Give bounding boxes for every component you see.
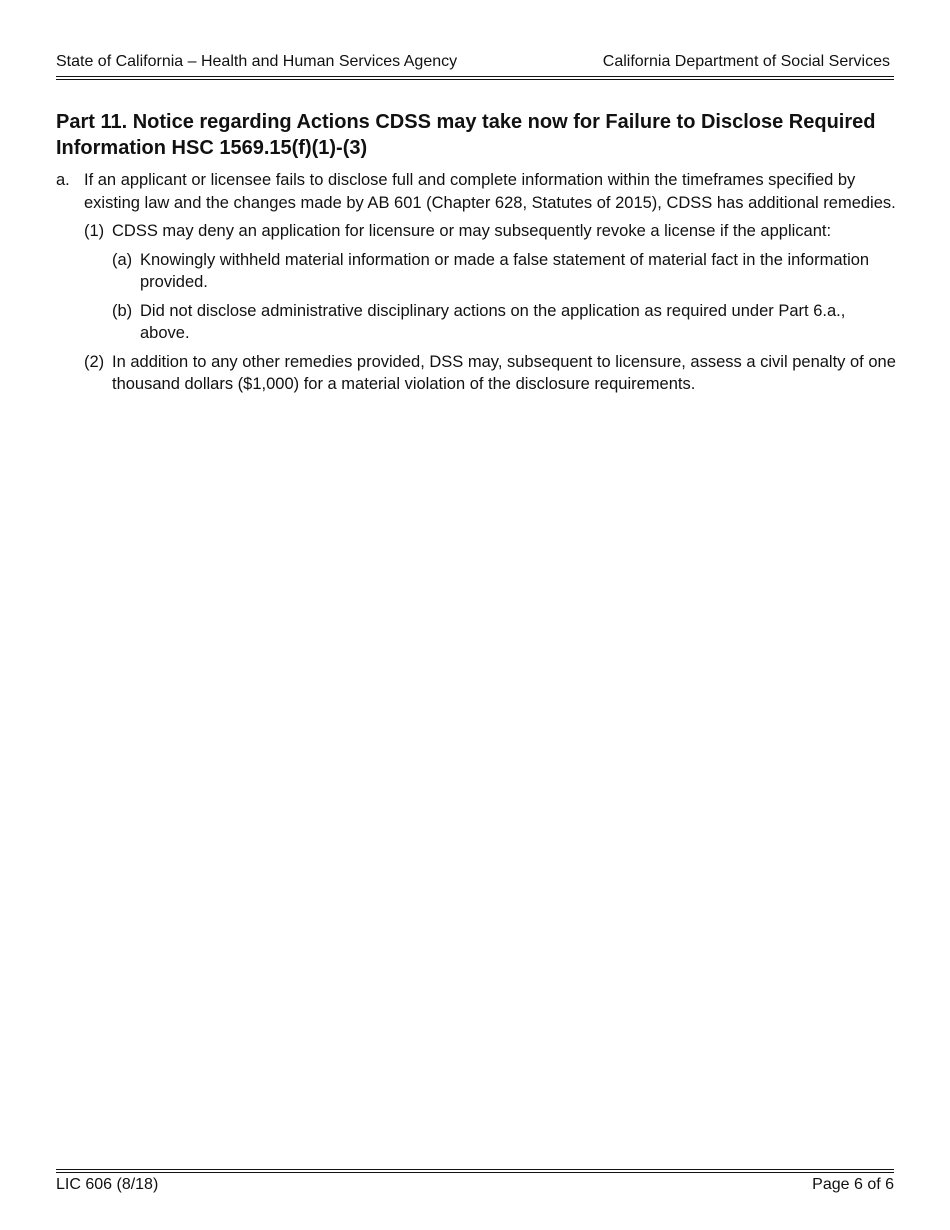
list-item-text: CDSS may deny an application for licensure or may subsequently revoke a license if the applicant: (112, 222, 832, 240)
footer-divider (56, 1169, 894, 1173)
list-marker: (2) (84, 352, 105, 371)
page-header (56, 52, 890, 74)
list-marker: a. (56, 171, 70, 189)
section-title: Part 11. Notice regarding Actions CDSS may take now for Failure to Disclose Required Information HSC 1569.15(f)(1)-(3) (56, 111, 876, 159)
header-agency: State of California – Health and Human Services Agency (56, 53, 458, 70)
list-item-text: Did not disclose administrative disciplinary actions on the application as required under Part 6.a., above. (140, 301, 846, 342)
header-divider (56, 76, 894, 80)
list-item-text: If an applicant or licensee fails to disclose full and complete information within the timeframes specified by existing law and the changes made by AB 601 (Chapter 628, Statutes of 2015), CDSS has additional remedies. (84, 171, 896, 212)
list-marker: (b) (112, 301, 133, 320)
list-marker: (a) (112, 250, 133, 269)
list-item-1a (112, 249, 896, 294)
list-item-a (56, 169, 896, 214)
list-item-text: In addition to any other remedies provided, DSS may, subsequent to licensure, assess a civil penalty of one thousand dollars ($1,000) for a material violation of the disclosure requirements. (112, 352, 896, 393)
list-item-text: Knowingly withheld material information or made a false statement of material fact in the information provided. (140, 250, 870, 291)
page-number: Page 6 of 6 (812, 1176, 894, 1193)
list-marker: (1) (84, 222, 105, 240)
header-department: California Department of Social Services (602, 53, 890, 70)
list-item-2 (84, 351, 896, 396)
list-item-1b (112, 300, 896, 345)
form-id: LIC 606 (8/18) (56, 1176, 159, 1193)
list-item-1 (84, 220, 896, 243)
document-body (56, 109, 896, 396)
